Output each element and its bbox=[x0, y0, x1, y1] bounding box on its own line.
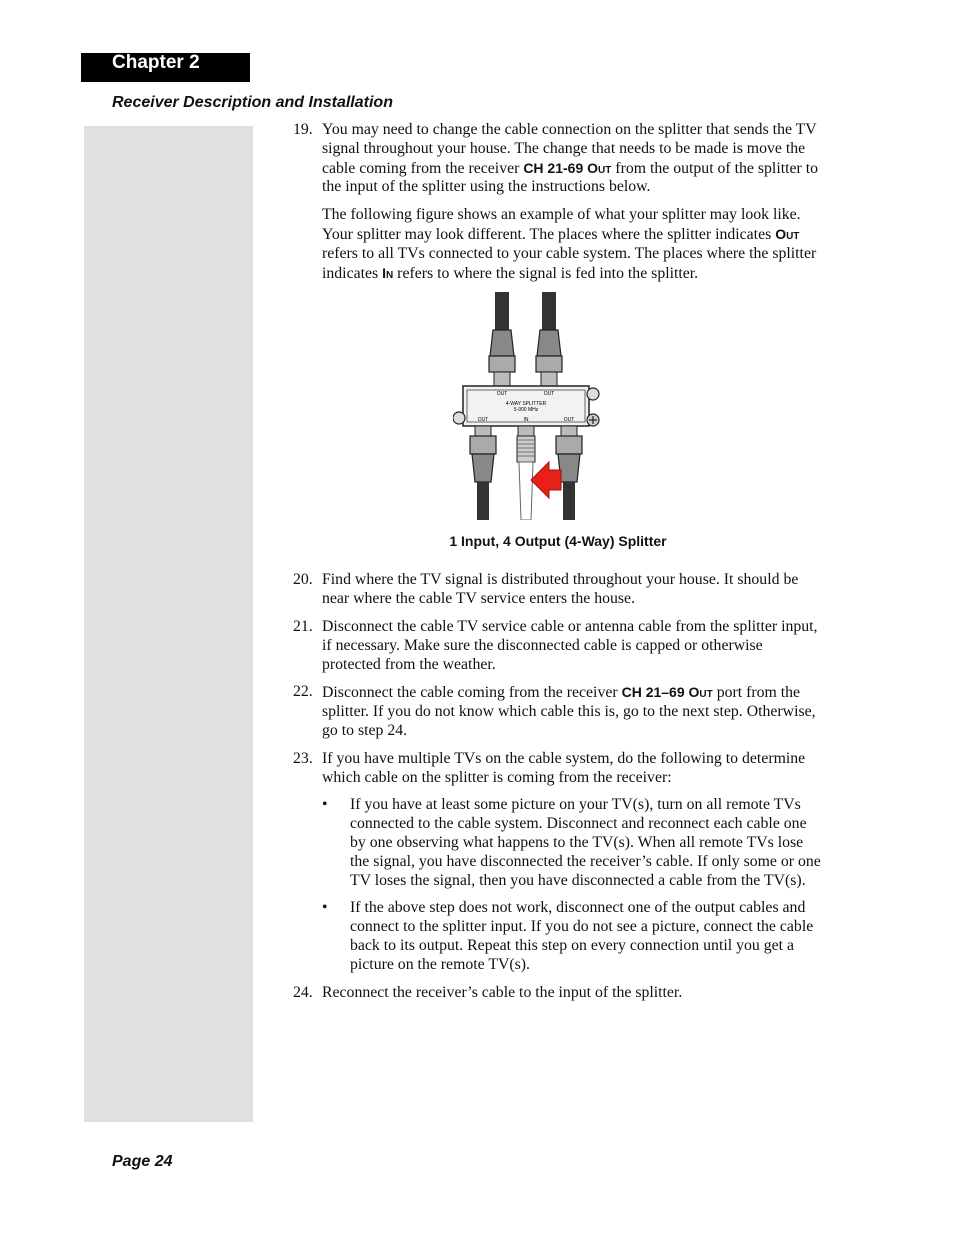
red-arrow-icon bbox=[531, 462, 561, 498]
keyword-out: Out bbox=[775, 225, 800, 242]
text-run: refers to where the signal is fed into the splitter. bbox=[393, 264, 699, 282]
splitter-illustration bbox=[453, 292, 613, 520]
boot-top-right bbox=[537, 330, 561, 356]
label-out-bottom-right: OUT bbox=[563, 417, 575, 424]
step-24-text: Reconnect the receiver’s cable to the input of the splitter. bbox=[322, 983, 683, 1001]
cable-bottom-right bbox=[563, 482, 575, 520]
label-out-top-left: OUT bbox=[496, 391, 508, 398]
port-top-right bbox=[541, 372, 557, 386]
step-number: 20. bbox=[293, 571, 313, 589]
chapter-tab: Chapter 2 bbox=[81, 53, 250, 82]
step-19 bbox=[293, 121, 823, 562]
step-number: 23. bbox=[293, 749, 313, 767]
step-24 bbox=[293, 984, 823, 1003]
step-23-bullets bbox=[322, 796, 823, 974]
keyword-ch-21-69: CH 21-69 bbox=[523, 159, 588, 176]
step-22-text bbox=[322, 683, 823, 740]
cable-top-left bbox=[495, 292, 509, 332]
bullet-text: If the above step does not work, disconnect one of the output cables and connect to the splitter input. If you do not see a picture, connect the cable back to its output. Repeat this step on every connection until you get a picture on the remote TV(s). bbox=[350, 899, 814, 973]
step-20-text: Find where the TV signal is distributed throughout your house. It should be near where the cable TV service enters the house. bbox=[322, 571, 799, 608]
port-top-left bbox=[494, 372, 510, 386]
splitter-figure bbox=[322, 292, 823, 562]
label-in: IN bbox=[523, 417, 529, 424]
step-21-text: Disconnect the cable TV service cable or antenna cable from the splitter input, if necessary. Make sure the disconnected cable is capped or otherwise protected from the weather. bbox=[322, 617, 818, 673]
bullet-text: If you have at least some picture on your TV(s), turn on all remote TVs connected to the cable system. Disconnect and reconnect each cable one by one observing what happens to the TV(s). When all remote TVs lose the signal, you have disconnected the receiver’s cable. If only some or one TV loses the signal, then you have disconnected a cable from the TV(s). bbox=[350, 796, 821, 889]
step-number: 21. bbox=[293, 617, 313, 635]
nut-bottom-left bbox=[470, 436, 496, 454]
cable-bottom-left bbox=[477, 482, 489, 520]
text-run: You may need to change the cable connection on the splitter that sends the TV signal throughout your house. The change that needs to be made is move the cable coming from the receiver bbox=[322, 121, 817, 177]
text-run: Disconnect the cable coming from the receiver bbox=[322, 684, 622, 702]
step-number: 19. bbox=[293, 121, 313, 138]
input-cable bbox=[519, 462, 533, 520]
step-19-paragraph-2 bbox=[322, 206, 823, 283]
step-22 bbox=[293, 683, 823, 740]
text-run: refers to all TVs connected to your cable system. The places where the splitter indicates bbox=[322, 244, 817, 282]
keyword-out: Out bbox=[688, 684, 713, 701]
step-number: 24. bbox=[293, 983, 313, 1001]
bullet-item bbox=[322, 796, 823, 890]
boot-top-left bbox=[490, 330, 514, 356]
figure-caption: 1 Input, 4 Output (4-Way) Splitter bbox=[449, 533, 667, 550]
label-out-bottom-left: OUT bbox=[477, 417, 489, 424]
mount-tab-left bbox=[453, 412, 465, 424]
step-19-paragraph-1 bbox=[322, 121, 823, 197]
main-content bbox=[293, 121, 823, 1011]
nut-bottom-right bbox=[556, 436, 582, 454]
keyword-in: In bbox=[382, 264, 394, 281]
section-title: Receiver Description and Installation bbox=[112, 94, 393, 111]
text-run: The following figure shows an example of what your splitter may look like. Your splitter may look different. The places where the splitter indicates bbox=[322, 206, 801, 243]
step-23 bbox=[293, 750, 823, 975]
port-bottom-right bbox=[561, 426, 577, 436]
keyword-ch-21-69: CH 21–69 bbox=[621, 684, 689, 701]
text-run: port from the splitter. If you do not know which cable this is, go to the next step. Otherwise, go to step 24. bbox=[322, 684, 816, 739]
step-20 bbox=[293, 571, 823, 609]
bullet-icon: • bbox=[322, 899, 328, 917]
nut-top-left bbox=[489, 356, 515, 372]
sidebar-margin bbox=[84, 126, 253, 1122]
mount-tab-right bbox=[587, 388, 599, 400]
bullet-item bbox=[322, 899, 823, 974]
label-splitter-title: 4-WAY SPLITTER bbox=[505, 401, 547, 408]
port-in bbox=[518, 426, 534, 436]
text-run: from the output of the splitter to the input of the splitter using the instructions below. bbox=[322, 159, 818, 196]
page-number: Page 24 bbox=[112, 1153, 173, 1170]
step-number: 22. bbox=[293, 683, 313, 701]
nut-top-right bbox=[536, 356, 562, 372]
keyword-out: Out bbox=[587, 159, 612, 176]
port-bottom-left bbox=[475, 426, 491, 436]
cable-top-right bbox=[542, 292, 556, 332]
boot-bottom-left bbox=[472, 454, 494, 482]
step-23-text: If you have multiple TVs on the cable system, do the following to determine which cable on the splitter is coming from the receiver: bbox=[322, 749, 806, 786]
label-frequency: 5-900 MHz bbox=[513, 407, 539, 414]
label-out-top-right: OUT bbox=[543, 391, 555, 398]
step-21 bbox=[293, 618, 823, 674]
bullet-icon: • bbox=[322, 796, 328, 814]
